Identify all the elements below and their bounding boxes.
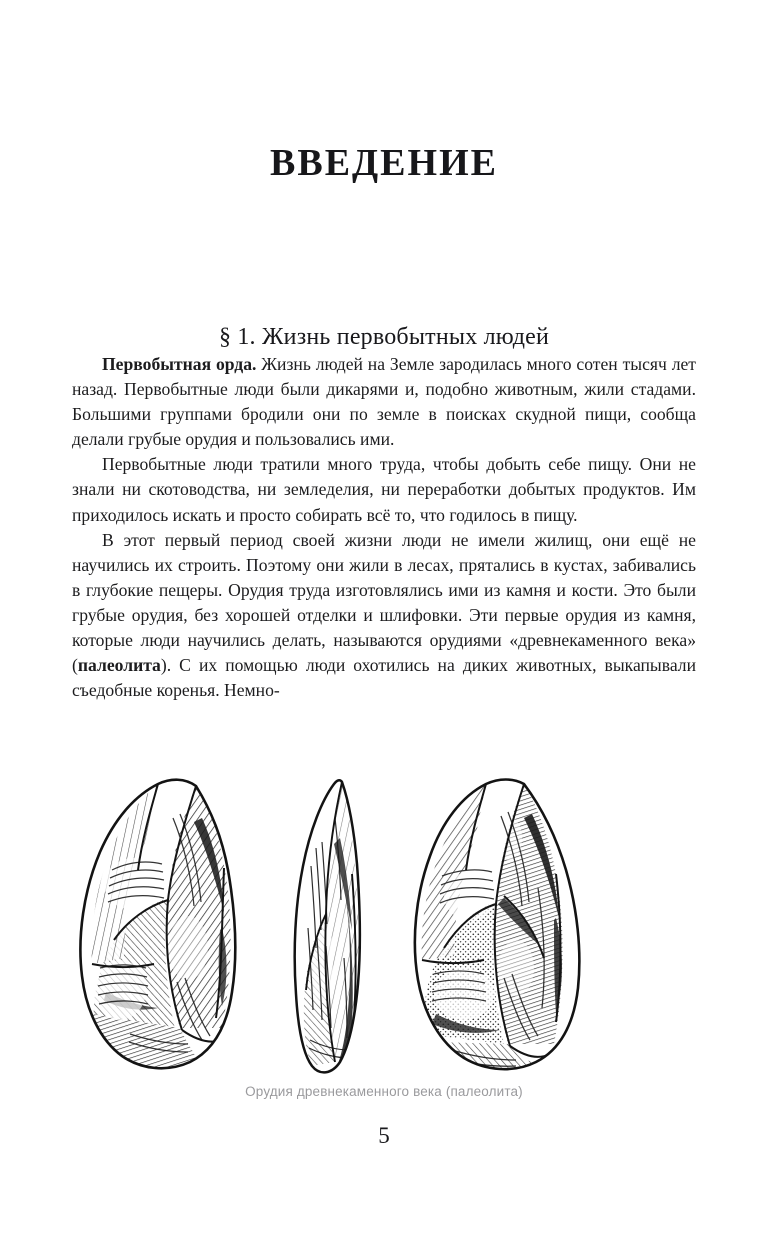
paragraph-3-text-after-term: ). С их помощью люди охотились на диких животных, выкапывали съедобные коренья. Немно- <box>72 655 696 701</box>
paragraph-1-lead-in: Первобытная орда. <box>102 354 257 374</box>
hand-axe-right <box>402 778 592 1078</box>
figure-stone-tools <box>72 778 696 1078</box>
page-number: 5 <box>378 1123 390 1148</box>
paragraph-3-text-before-term: В этот первый период своей жизни люди не имели жилищ, они ещё не научились их строить. Поэтому они жили в лесах, прятались в кустах, забивались в глубокие пещеры. Орудия труда изготовлялись ими из камня и кости. Это были грубые орудия, без хорошей отделки и шлифовки. Эти первые орудия из камня, которые люди научились делать, называются орудиями «древнекаменного века» ( <box>72 529 696 676</box>
paragraph-3 <box>72 528 696 704</box>
paragraph-1 <box>72 352 696 452</box>
body-text <box>72 352 696 703</box>
paragraph-2: Первобытные люди тратили много труда, чтобы добыть себе пищу. Они не знали ни скотоводства, ни земледелия, ни переработки добытых продуктов. Им приходилось искать и просто собирать всё то, что годилось в пищу. <box>72 454 696 525</box>
section-heading: § 1. Жизнь первобытных людей <box>218 323 550 350</box>
blade-center <box>282 778 382 1078</box>
hand-axe-left <box>72 778 252 1078</box>
paragraph-1-text: Жизнь людей на Земле зародилась много сотен тысяч лет назад. Первобытные люди были дикарями и, подобно животным, жили стадами. Большими группами бродили они по земле в поисках скудной пищи, сообща делали грубые орудия и пользовались ими. <box>72 354 696 450</box>
figure-caption: Орудия древнекаменного века (палеолита) <box>245 1084 523 1099</box>
chapter-title: ВВЕДЕНИЕ <box>270 142 498 185</box>
paragraph-3-term-paleolithic: палеолита <box>77 655 161 676</box>
